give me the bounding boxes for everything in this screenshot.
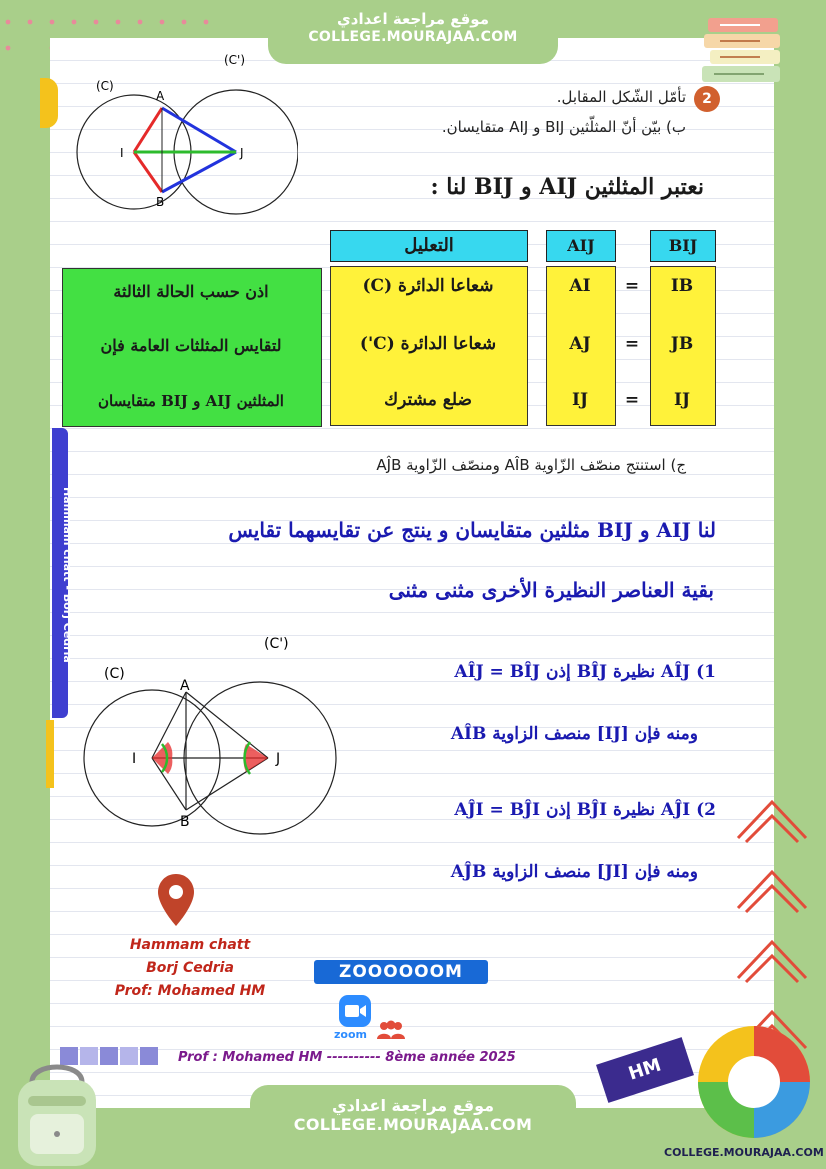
exercise-line-b: ب) بيّن أنّ المثلّثين BIJ و AIJ متقايسان. [441,118,686,136]
bottom-banner-site-name: موقع مراجعة اعدادي [331,1096,495,1115]
row2-justification: شعاعا الدائرة (C') [359,334,497,354]
row1-aij: AI [569,276,591,296]
header-justification: التعليل [330,230,528,262]
books-icon [700,14,790,94]
brand-place-2: Borj Cedria [146,960,234,976]
figure-1 [76,50,298,230]
conclusion-line-1: اذن حسب الحالة الثالثة [113,282,269,301]
side-text: Hammam chatt - Borj Cedria [61,487,74,663]
zoom-label: zoom [334,1028,367,1041]
brand-place-1: Hammam chatt [129,937,251,953]
fig2-label-c: (C) [104,666,125,682]
row2-eq: = [624,334,640,354]
answer-c-item-2a: 2) AĴI نظيرة BĴI إذن AĴI = BĴI [454,800,716,820]
exercise-line-c: ج) استنتج منصّف الزّاوية AÎB ومنصّف الزّاوية AĴB [376,456,686,474]
fig1-label-b: B [156,195,165,209]
row3-aij: IJ [572,390,588,410]
banner-site-name: موقع مراجعة اعدادي [337,10,489,28]
answer-c-line-1: لنا AIJ و BIJ مثلثين متقايسان و ينتج عن تقايسهما تقايس [228,518,716,542]
yellow-bar [46,720,54,788]
backpack-icon [2,1056,112,1169]
fig2-label-a: A [180,678,190,694]
yellow-tab [40,78,58,128]
row2-aij: AJ [569,334,591,354]
zoom-icon [338,994,372,1028]
footer-text: Prof : Mohamed HM ---------- 8ème année 2025 [178,1050,516,1065]
banner-url[interactable]: COLLEGE.MOURAJAA.COM [308,29,518,45]
fig1-label-c2: (C') [224,53,246,67]
fig2-label-c2: (C') [264,636,289,652]
row3-bij: IJ [674,390,690,410]
top-banner[interactable] [268,2,558,64]
exercise-line-1: تأمّل الشّكل المقابل. [556,88,686,106]
brand-prof: Prof: Mohamed HM [114,983,266,999]
zoom-banner: ZOOOOOOM [314,960,488,984]
location-pin-icon [156,872,196,928]
row1-eq: = [624,276,640,296]
fig2-label-b: B [180,814,190,830]
row1-bij: IB [670,276,694,296]
answer-c-item-1b: ومنه فإن [IJ] منصف الزاوية AÎB [450,724,698,744]
answer-b-intro: نعتبر المثلثين AIJ و BIJ لنا : [430,174,704,200]
people-icon [376,1020,406,1040]
header-aij: AIJ [546,230,616,262]
conclusion-line-2: لتقايس المثلثات العامة فإن [100,336,282,355]
answer-c-line-2: بقية العناصر النظيرة الأخرى مثنى مثنى [388,578,714,602]
fig1-label-j: J [240,146,244,160]
bottom-banner[interactable] [250,1085,576,1169]
header-bij: BIJ [650,230,716,262]
figure-2 [82,630,352,840]
row1-justification: شعاعا الدائرة (C) [362,276,494,296]
fig1-label-c: (C) [96,79,114,93]
fig1-label-a: A [156,89,165,103]
exercise-number: 2 [694,86,720,112]
row3-eq: = [624,390,640,410]
conclusion-line-3: المثلثين AIJ و BIJ متقايسان [98,392,284,410]
hm-tab: HM [596,1037,694,1103]
answer-c-item-1a: 1) AÎJ نظيرة BÎJ إذن AÎJ = BÎJ [454,662,716,682]
site-logo [694,1022,820,1144]
fig2-label-j: J [276,751,281,767]
fig2-label-i: I [132,751,137,767]
row3-justification: ضلع مشترك [384,390,472,410]
answer-c-item-2b: ومنه فإن [JI] منصف الزاوية AĴB [450,862,698,882]
row2-bij: JB [670,334,694,354]
bottom-banner-url[interactable]: COLLEGE.MOURAJAA.COM [293,1115,533,1134]
logo-url[interactable]: COLLEGE.MOURAJAA.COM [664,1146,824,1159]
fig1-label-i: I [120,146,124,160]
